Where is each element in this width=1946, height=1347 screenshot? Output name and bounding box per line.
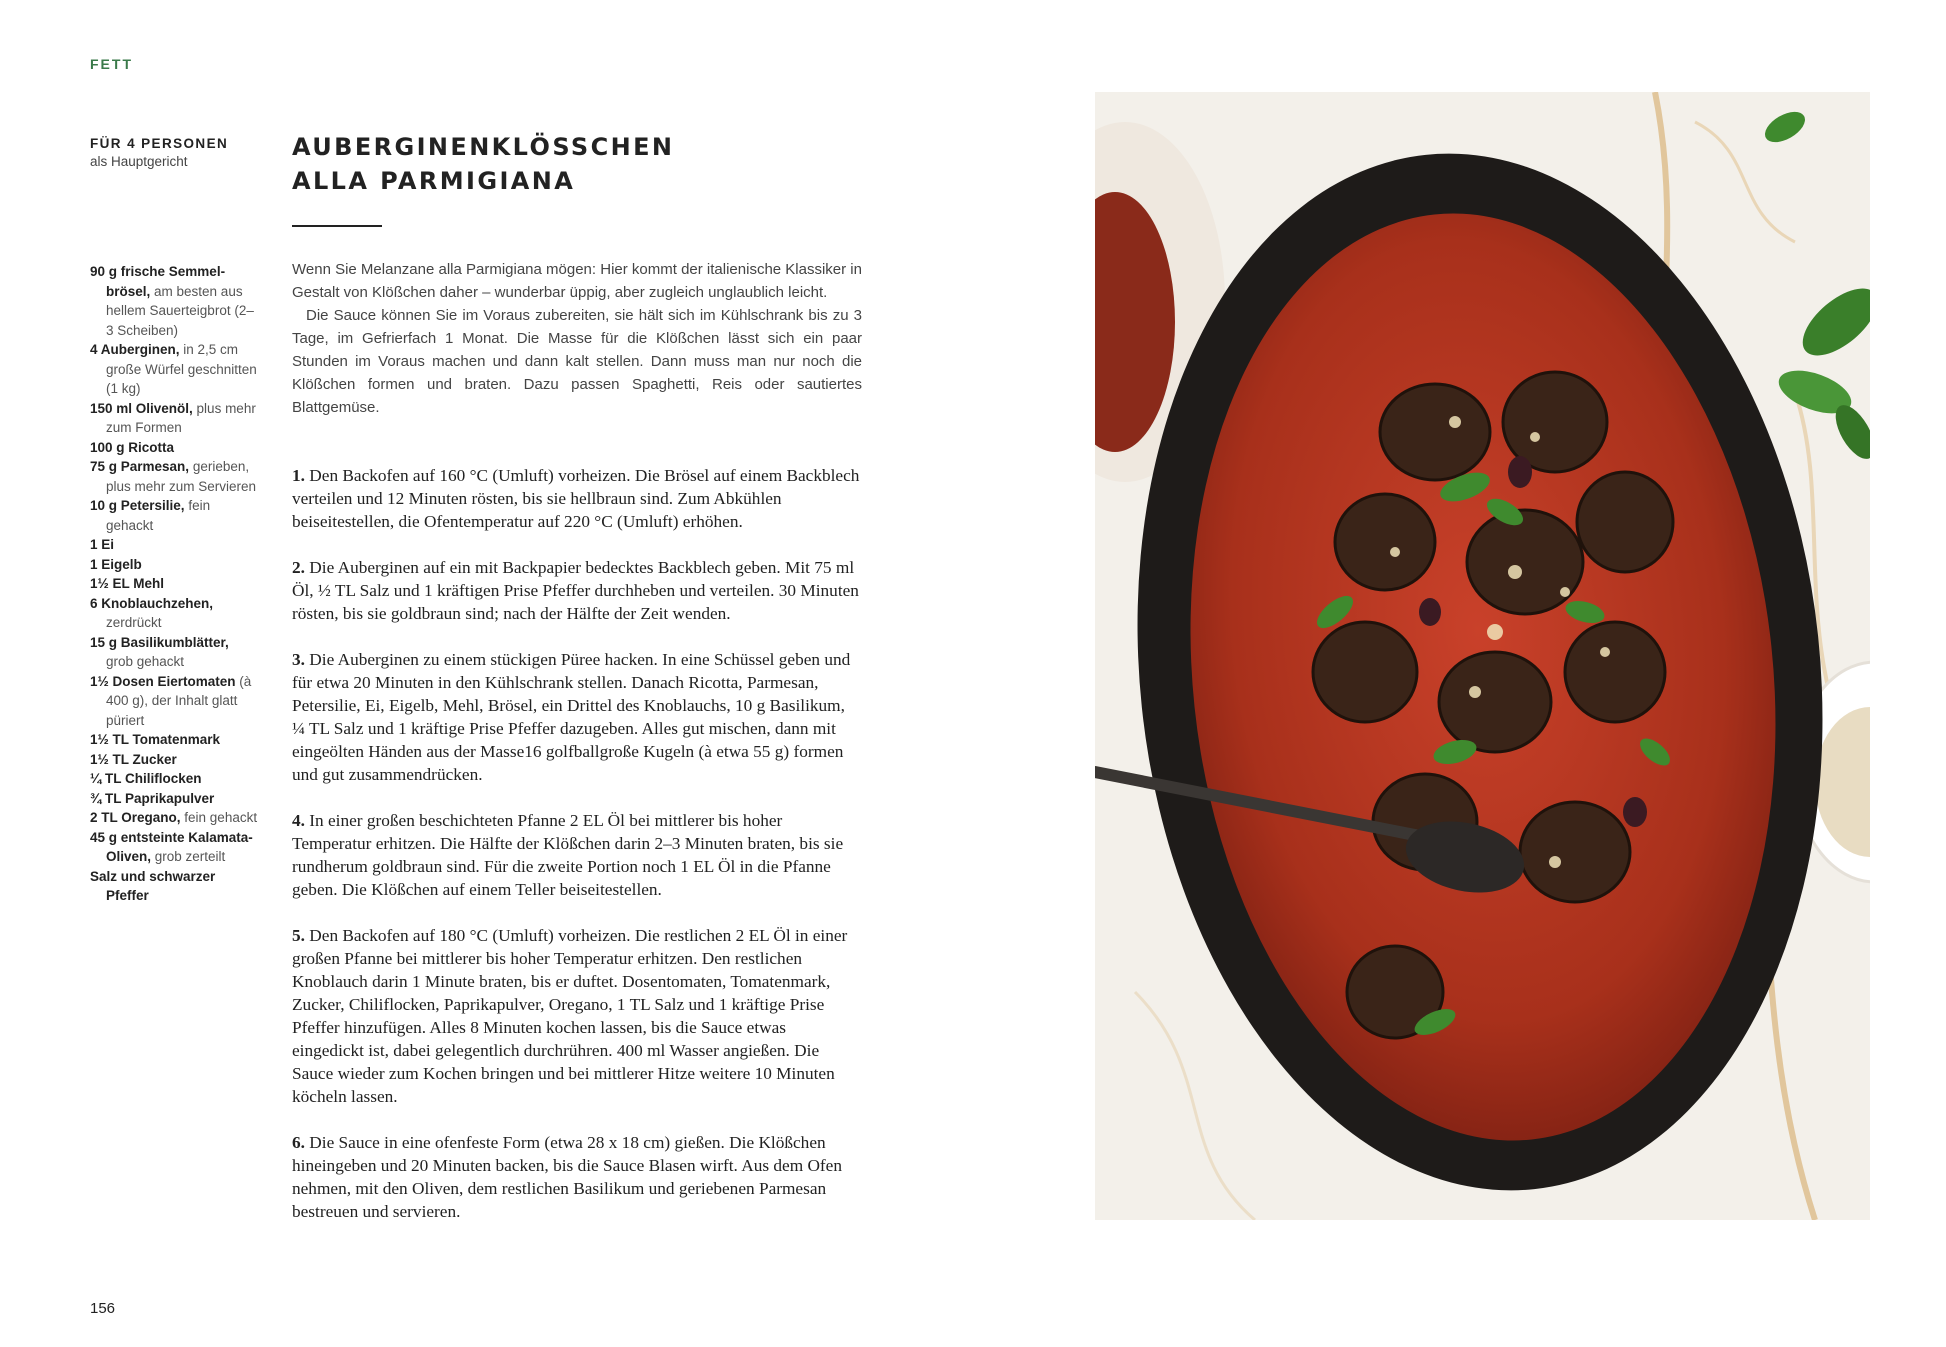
ingredient-item [90,535,258,555]
ingredient-item [90,828,258,867]
ingredient-amount: 1 Ei [90,537,115,552]
ingredient-amount: ¾ TL Paprikapulver [90,790,215,806]
ingredient-item [90,769,258,789]
ingredient-item [90,457,258,496]
recipe-step [292,1131,862,1223]
ingredient-item [90,496,258,535]
ingredient-amount: 4 Auberginen, [90,342,180,357]
recipe-steps [292,464,862,1246]
ingredient-amount: 15 g Basilikumblätter, [90,634,229,650]
ingredient-amount: 100 g Ricotta [90,439,175,455]
step-number: 2. [292,558,305,577]
intro-paragraph: Wenn Sie Melanzane alla Parmigiana mögen: Hier kommt der italienische Klassiker in Gestalt von Klößchen daher – wunderbar üppig, aber zugleich unglaublich leicht. [292,261,862,301]
step-text: Den Backofen auf 180 °C (Umluft) vorheizen. Die restlichen 2 EL Öl in einer großen Pfanne bei mittlerer bis hoher Temperatur erhitzen. Den restlichen Knoblauch darin 1 Minute braten, bis er duftet. Dosentomaten, Tomatenmark, Zucker, Chiliflocken, Paprikapulver, Oregano, 1 TL Salz und 1 kräftige Prise Pfeffer hinzufügen. Alles 8 Minuten kochen lassen, bis die Sauce etwas eingedickt ist, dabei gelegentlich durchrühren. 400 ml Wasser angießen. Die Sauce wieder zum Kochen bringen und bei mittlerer Hitze weitere 10 Minuten köcheln lassen. [292,926,848,1106]
ingredient-amount: 150 ml Olivenöl, [90,400,193,416]
ingredient-amount: 75 g Parmesan, [90,459,190,474]
servings-block [90,136,250,169]
dish-photo [1095,92,1870,1220]
intro-paragraph: Die Sauce können Sie im Voraus zubereiten, sie hält sich im Kühlschrank bis zu 3 Tage, im Gefrierfach 1 Monat. Die Masse für die Klößchen lässt sich ein paar Stunden im Voraus machen und dann kalt stellen. Dann muss man nur noch die Klößchen formen und braten. Dazu passen Spaghetti, Reis oder sautiertes Blattgemüse. [292,307,862,416]
recipe-step [292,464,862,533]
ingredient-amount: 1½ TL Tomatenmark [90,732,221,747]
step-text: In einer großen beschichteten Pfanne 2 EL Öl bei mittlerer bis hoher Temperatur erhitzen. Die Hälfte der Klößchen darin 2–3 Minuten braten, bis sie rundherum goldbraun sind. Für die zweite Portion noch 1 EL Öl in die Pfanne geben. Die Klößchen auf einem Teller beiseitestellen. [292,811,844,899]
ingredient-amount: 1 Eigelb [90,556,142,572]
step-number: 5. [292,926,305,945]
title-divider [292,225,382,227]
ingredient-item [90,672,258,731]
servings-heading: FÜR 4 PERSONEN [90,136,229,151]
section-label: FETT [90,56,133,72]
page-number: 156 [90,1300,116,1317]
recipe-step [292,556,862,625]
step-number: 3. [292,650,305,669]
ingredient-amount: 1½ EL Mehl [90,576,165,591]
ingredient-item [90,867,258,906]
ingredient-amount: 6 Knoblauchzehen, [90,595,214,611]
ingredient-note: fein gehackt [106,498,211,533]
ingredient-note: in 2,5 cm große Würfel geschnitten (1 kg) [106,342,257,396]
ingredient-item [90,399,258,438]
ingredient-amount: Salz und schwarzer Pfeffer [90,868,216,903]
ingredient-note: zerdrückt [106,615,162,630]
step-number: 4. [292,811,305,830]
recipe-step [292,648,862,786]
ingredient-item [90,438,258,458]
recipe-title-line-2: ALLA PARMIGIANA [292,167,576,195]
ingredient-item [90,555,258,575]
recipe-step [292,809,862,901]
ingredient-item [90,789,258,809]
recipe-title [292,130,852,198]
ingredient-amount: 10 g Petersilie, [90,498,185,513]
ingredient-item [90,340,258,399]
ingredient-amount: 45 g entsteinte Kalamata-Oliven, [90,829,253,864]
ingredient-note: (à 400 g), der Inhalt glatt püriert [106,673,252,728]
step-text: Die Auberginen auf ein mit Backpapier bedecktes Backblech geben. Mit 75 ml Öl, ½ TL Salz und 1 kräftigen Prise Pfeffer durchheben und verteilen. 30 Minuten rösten, bis sie goldbraun sind; nach der Hälfte der Zeit wenden. [292,558,859,623]
ingredient-item [90,750,258,770]
ingredient-item [90,730,258,750]
step-text: Den Backofen auf 160 °C (Umluft) vorheizen. Die Brösel auf einem Backblech verteilen und 12 Minuten rösten, bis sie hellbraun sind. Zum Abkühlen beiseitestellen, die Ofentemperatur auf 220 °C (Umluft) erhöhen. [292,466,860,531]
ingredient-note: grob gehackt [106,654,185,669]
step-text: Die Auberginen zu einem stückigen Püree hacken. In eine Schüssel geben und für etwa 20 Minuten in den Kühlschrank stellen. Danach Ricotta, Parmesan, Petersilie, Ei, Eigelb, Mehl, Brösel, ein Drittel des Knoblauchs, 10 g Basilikum, ¼ TL Salz und 1 kräftige Prise Pfeffer dazugeben. Alles gut mischen, dann mit eingeölten Händen aus der Masse16 golfballgroße Kugeln (à etwa 55 g) formen und gut zusammendrücken. [292,650,851,784]
step-text: Die Sauce in eine ofenfeste Form (etwa 28 x 18 cm) gießen. Die Klößchen hineingeben und 20 Minuten backen, bis die Sauce Blasen wirft. Aus dem Ofen nehmen, mit den Oliven, dem restlichen Basilikum und geriebenen Parmesan bestreuen und servieren. [292,1133,842,1221]
ingredient-item [90,574,258,594]
ingredients-list [90,262,258,906]
recipe-step [292,924,862,1108]
ingredient-amount: ¼ TL Chiliflocken [90,771,202,786]
ingredient-note: am besten aus hellem Sauerteigbrot (2–3 Scheiben) [106,283,254,338]
step-number: 6. [292,1133,305,1152]
ingredient-amount: 2 TL Oregano, [90,810,181,825]
ingredient-item [90,594,258,633]
ingredient-note: fein gehackt [180,810,258,825]
step-number: 1. [292,466,305,485]
ingredient-item [90,808,258,828]
servings-subtitle: als Hauptgericht [90,154,188,169]
ingredient-item [90,262,258,340]
ingredient-amount: 1½ TL Zucker [90,751,177,767]
ingredient-item [90,633,258,672]
ingredient-amount: 1½ Dosen Eiertomaten [90,673,236,689]
recipe-title-line-1: AUBERGINENKLÖSSCHEN [292,133,675,161]
recipe-intro [292,258,862,419]
ingredient-amount: 90 g frische Semmelbrösel, [90,264,226,299]
ingredient-note: gerieben, plus mehr zum Servieren [106,459,257,494]
ingredient-note: grob zerteilt [151,849,226,864]
ingredient-note: plus mehr zum Formen [106,400,256,435]
